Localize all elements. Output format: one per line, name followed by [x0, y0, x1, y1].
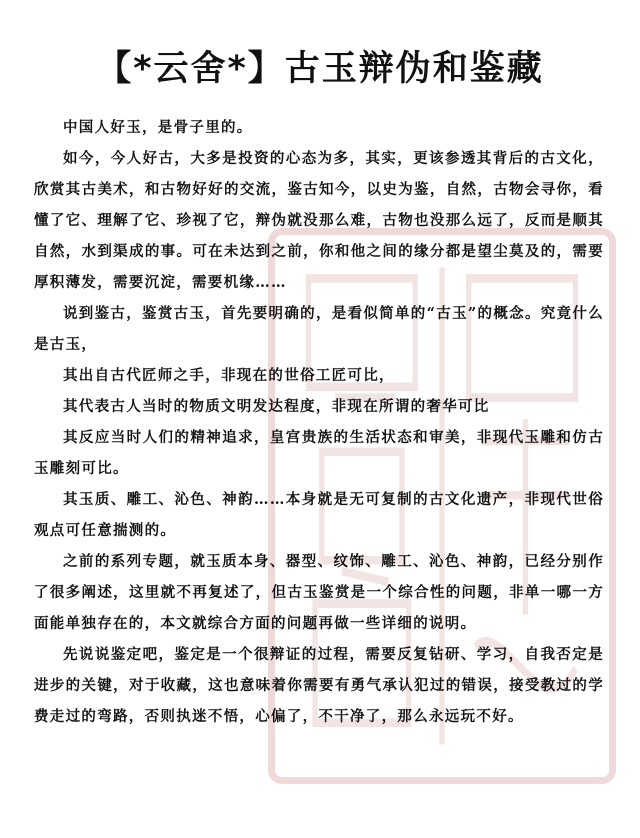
paragraph: 其代表古人当时的物质文明发达程度，非现在所谓的奢华可比: [63, 398, 490, 415]
paragraph: 其出自古代匠师之手，非现在的世俗工匠可比，: [63, 367, 395, 384]
paragraph: 如今，今人好古，大多是投资的心态为多，其实，更该参透其背后的古文化，欣赏其古美术，和古物好好的交流，鉴古知今，以史为鉴，自然，古物会寻你，看懂了它、理解了它、珍视了它，辩伪就没那么难，古物也没那么远了，反而是顺其自然，水到渠成的事。可在未达到之前，你和他之间的缘分都是望尘莫及的，需要厚积薄发，需要沉淀，需要机缘……: [34, 150, 604, 291]
paragraph: 先说说鉴定吧，鉴定是一个很辩证的过程，需要反复钻研、学习，自我否定是进步的关键，对于收藏，这也意味着你需要有勇气承认犯过的错误，接受教过的学费走过的弯路，否则执迷不悟，心偏了，不干净了，那么永远玩不好。: [34, 646, 604, 725]
document-title: 【*云舍*】古玉辩伪和鉴藏: [96, 49, 544, 89]
paragraph: 其玉质、雕工、沁色、神韵……本身就是无可复制的古文化遗产，非现代世俗观点可任意揣测的。: [34, 491, 604, 539]
paragraph: 其反应当时人们的精神追求，皇宫贵族的生活状态和审美，非现代玉雕和仿古玉雕刻可比。: [34, 429, 604, 477]
document-body: [34, 112, 604, 732]
paragraph: 说到鉴古，鉴赏古玉，首先要明确的，是看似简单的“古玉”的概念。究竟什么是古玉，: [34, 305, 604, 353]
paragraph: 中国人好玉，是骨子里的。: [63, 119, 253, 136]
paragraph: 之前的系列专题，就玉质本身、器型、纹饰、雕工、沁色、神韵，已经分别作了很多阐述，这里就不再复述了，但古玉鉴赏是一个综合性的问题，非单一哪一方面能单独存在的，本文就综合方面的问题再做一些详细的说明。: [34, 553, 604, 632]
